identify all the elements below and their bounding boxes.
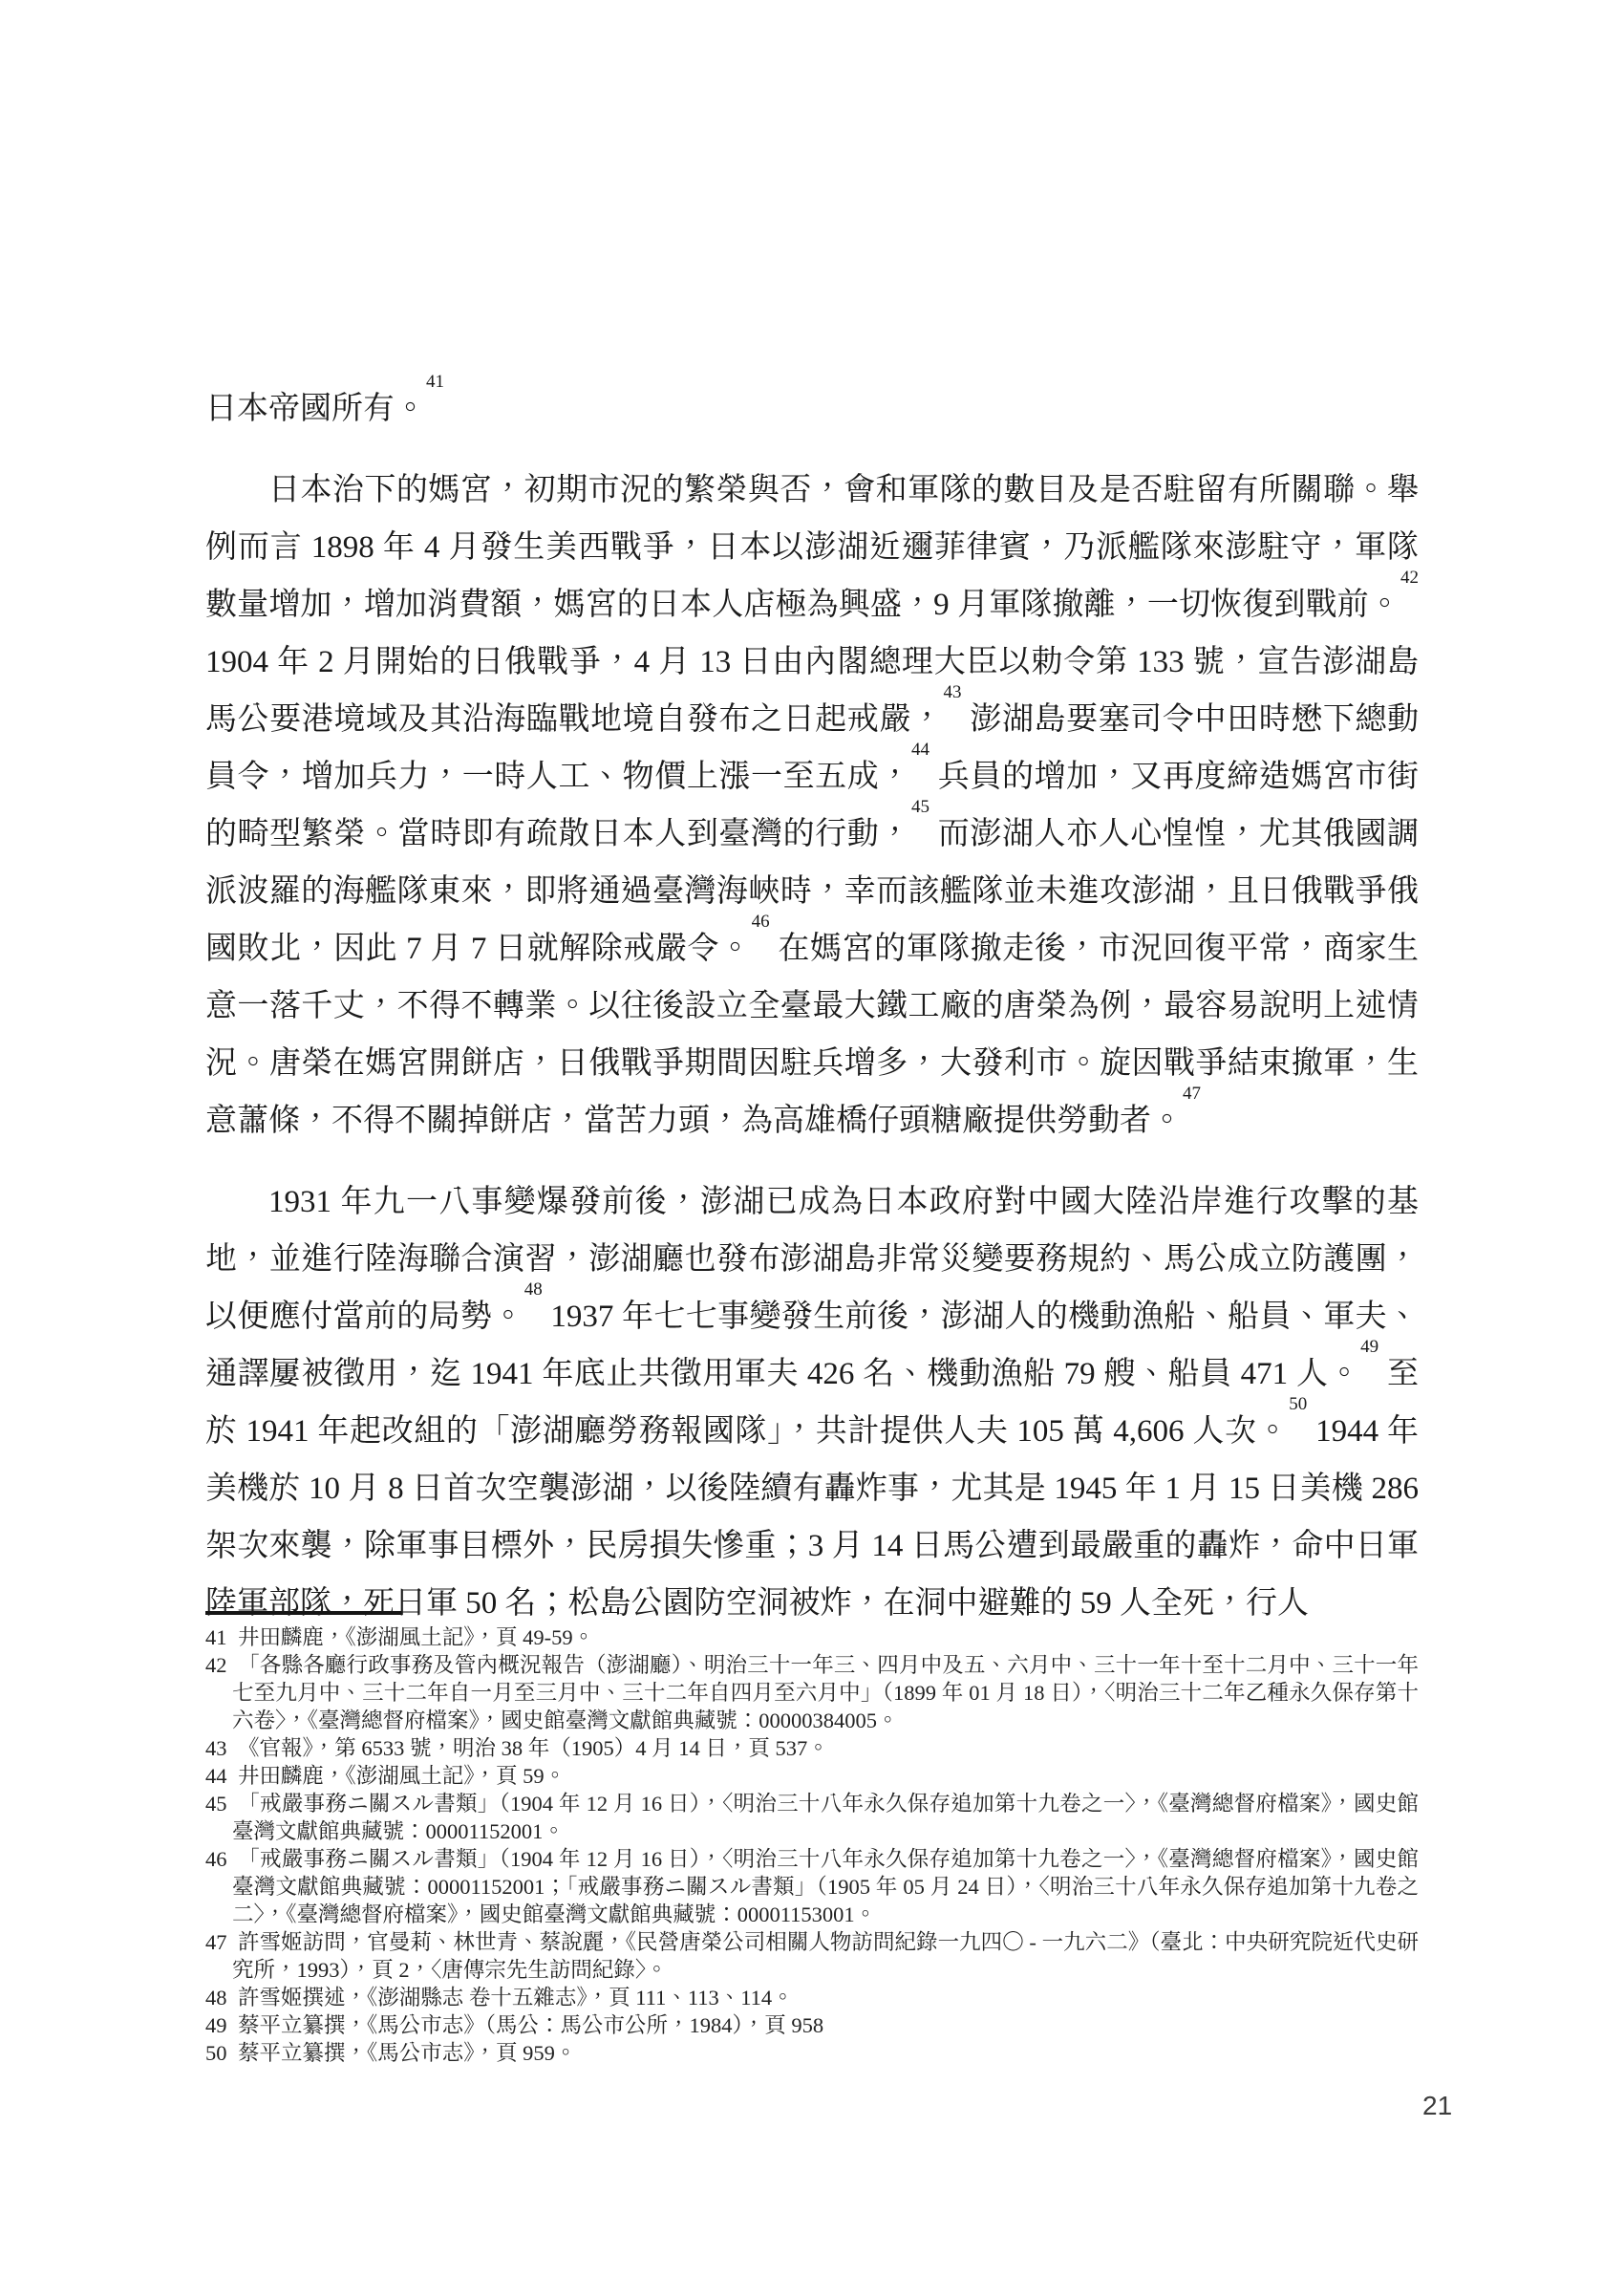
footnote-text: 井田麟鹿，《澎湖風土記》，頁 49-59。 (238, 1625, 595, 1649)
footnote-ref: 44 (910, 740, 930, 760)
footnote-ref: 49 (1360, 1337, 1379, 1357)
footnote (205, 1651, 1419, 1734)
footnote (205, 1790, 1419, 1845)
footnote-ref: 47 (1183, 1084, 1201, 1104)
footnote-separator (205, 1611, 401, 1615)
footnote (205, 1928, 1419, 1984)
footnote-number: 47 (205, 1930, 227, 1954)
page-number: 21 (1422, 2091, 1453, 2120)
paragraph: 1931 年九一八事變爆發前後，澎湖已成為日本政府對中國大陸沿岸進行攻擊的基地，並進行陸海聯合演習，澎湖廳也發布澎湖島非常災變要務規約、馬公成立防護團，以便應付當前的局勢。$^{48}$ 1937 年七七事變發生前後，澎湖人的機動漁船、船員、軍夫、通譯屢被徵用，迄 1941 年底止共徵用軍夫 426 名、機動漁船 79 艘、船員 471 人。$^{49}$ 至於 1941 年起改組的「澎湖廳勞務報國隊」，共計提供人夫 105 萬 4,606 人次。$^{50}$ 1944 年美機於 10 月 8 日首次空襲澎湖，以後陸續有轟炸事，尤其是 1945 年 1 月 15 日美機 286 架次來襲，除軍事目標外，民房損失慘重；3 月 14 日馬公遭到最嚴重的轟炸，命中日軍陸軍部隊，死日軍 50 名；松島公園防空洞被炸，在洞中避難的 59 人全死，行人 (205, 1185, 1420, 1621)
footnote-text: 「各縣各廳行政事務及管內概況報告（澎湖廳）、明治三十一年三、四月中及五、六月中、三十一年十至十二月中、三十一年七至九月中、三十二年自一月至三月中、三十二年自四月至六月中」（1899 年 01 月 18 日），〈明治三十二年乙種永久保存第十六卷〉，《臺灣總督府檔案》，國史館臺灣文獻館典藏號：00000384005。 (232, 1653, 1419, 1732)
footnote (205, 1734, 1419, 1762)
footnote-list (205, 1623, 1419, 2067)
body-text (205, 372, 1420, 1632)
footnote-number: 42 (205, 1653, 227, 1677)
footnote-number: 43 (205, 1736, 227, 1760)
footnote (205, 2039, 1419, 2067)
footnote-text: 蔡平立纂撰，《馬公市志》（馬公：馬公市公所，1984），頁 958 (238, 2013, 824, 2037)
footnote-text: 許雪姬撰述，《澎湖縣志 卷十五雜志》，頁 111、113、114。 (238, 1986, 794, 2009)
footnote-ref: 41 (426, 372, 444, 392)
footnote (205, 1845, 1419, 1928)
footnote-ref: 48 (524, 1279, 543, 1300)
footnote-ref: 43 (943, 682, 962, 702)
footnote-text: 《官報》，第 6533 號，明治 38 年（1905）4 月 14 日，頁 537。 (238, 1736, 829, 1760)
footnote-text: 「戒嚴事務ニ關スル書類」（1904 年 12 月 16 日），〈明治三十八年永久保存追加第十九卷之一〉，《臺灣總督府檔案》，國史館臺灣文獻館典藏號：00001152001；「戒嚴事務ニ關スル書類」（1905 年 05 月 24 日），〈明治三十八年永久保存追加第十九卷之二〉，《臺灣總督府檔案》，國史館臺灣文獻館典藏號：00001153001。 (232, 1847, 1419, 1926)
paragraph: 日本帝國所有。$^{41}$ (205, 372, 444, 426)
paragraph: 日本治下的媽宮，初期市況的繁榮與否，會和軍隊的數目及是否駐留有所關聯。舉例而言 1898 年 4 月發生美西戰爭，日本以澎湖近邇菲律賓，乃派艦隊來澎駐守，軍隊數量增加，增加消費額，媽宮的日本人店極為興盛，9 月軍隊撤離，一切恢復到戰前。$^{42}$ 1904 年 2 月開始的日俄戰爭，4 月 13 日由內閣總理大臣以勅令第 133 號，宣告澎湖島馬公要港境域及其沿海臨戰地境自發布之日起戒嚴，$^{43}$ 澎湖島要塞司令中田時懋下總動員令，增加兵力，一時人工、物價上漲一至五成，$^{44}$ 兵員的增加，又再度締造媽宮市街的畸型繁榮。當時即有疏散日本人到臺灣的行動，$^{45}$ 而澎湖人亦人心惶惶，尤其俄國調派波羅的海艦隊東來，即將通過臺灣海峽時，幸而該艦隊並未進攻澎湖，且日俄戰爭俄國敗北，因此 7 月 7 日就解除戒嚴令。$^{46}$ 在媽宮的軍隊撤走後，市況回復平常，商家生意一落千丈，不得不轉業。以往後設立全臺最大鐵工廠的唐榮為例，最容易說明上述情況。唐榮在媽宮開餅店，日俄戰爭期間因駐兵增多，大發利市。旋因戰爭結束撤軍，生意蕭條，不得不關掉餅店，當苦力頭，為高雄橋仔頭糖廠提供勞動者。$^{47}$ (205, 473, 1420, 1138)
footnote-number: 44 (205, 1764, 227, 1788)
footnote (205, 2011, 1419, 2039)
footnote-number: 49 (205, 2013, 227, 2037)
footnote-number: 45 (205, 1792, 227, 1816)
footnote-number: 48 (205, 1986, 227, 2009)
footnote (205, 1984, 1419, 2011)
footnote-ref: 50 (1289, 1394, 1308, 1414)
footnote-ref: 46 (751, 912, 770, 932)
footnote-number: 41 (205, 1625, 227, 1649)
footnote-text: 井田麟鹿，《澎湖風土記》，頁 59。 (238, 1764, 566, 1788)
footnote-number: 50 (205, 2041, 227, 2065)
footnote (205, 1623, 1419, 1651)
footnote-text: 蔡平立纂撰，《馬公市志》，頁 959。 (238, 2041, 577, 2065)
footnote-text: 「戒嚴事務ニ關スル書類」（1904 年 12 月 16 日），〈明治三十八年永久保存追加第十九卷之一〉，《臺灣總督府檔案》，國史館臺灣文獻館典藏號：00001152001。 (232, 1792, 1419, 1843)
footnote-ref: 42 (1400, 568, 1419, 588)
footnote (205, 1762, 1419, 1790)
footnote-number: 46 (205, 1847, 227, 1871)
footnote-ref: 45 (910, 797, 930, 817)
footnote-text: 許雪姬訪問，官曼莉、林世青、蔡說麗，《民營唐榮公司相關人物訪問紀錄一九四〇 - 一九六二》（臺北：中央研究院近代史研究所，1993），頁 2，〈唐傳宗先生訪問紀錄〉。 (232, 1930, 1419, 1982)
footnote-section (205, 1611, 1419, 2067)
